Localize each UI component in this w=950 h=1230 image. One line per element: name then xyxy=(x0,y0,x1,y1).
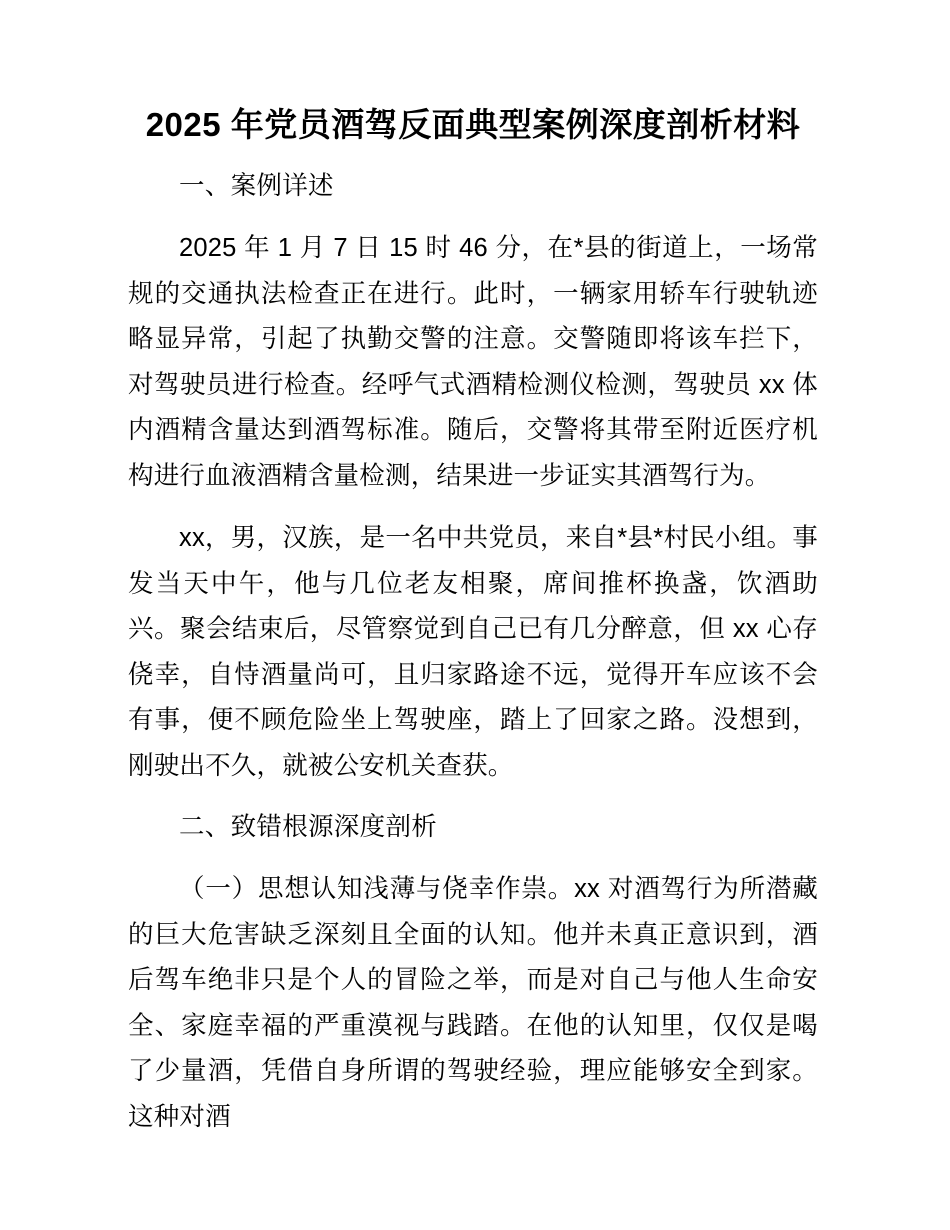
section-2-paragraph-1: （一）思想认知浅薄与侥幸作祟。xx 对酒驾行为所潜藏的巨大危害缺乏深刻且全面的认知。他并未真正意识到，酒后驾车绝非只是个人的冒险之举，而是对自己与他人生命安全、家庭幸福的严重漠视与践踏。在他的认知里，仅仅是喝了少量酒，凭借自身所谓的驾驶经验，理应能够安全到家。这种对酒 xyxy=(128,875,818,1131)
section-1-paragraph-1: 2025 年 1 月 7 日 15 时 46 分，在*县的街道上，一场常规的交通执法检查正在进行。此时，一辆家用轿车行驶轨迹略显异常，引起了执勤交警的注意。交警随即将该车拦下，对驾驶员进行检查。经呼气式酒精检测仪检测，驾驶员 xx 体内酒精含量达到酒驾标准。随后，交警将其带至附近医疗机构进行血液酒精含量检测，结果进一步证实其酒驾行为。 xyxy=(128,234,818,490)
page-content xyxy=(128,0,818,1140)
section-heading-2: 二、致错根源深度剖析 xyxy=(179,813,438,841)
page-title: 2025 年党员酒驾反面典型案例深度剖析材料 xyxy=(145,106,801,143)
section-1-paragraph-2: xx，男，汉族，是一名中共党员，来自*县*村民小组。事发当天中午，他与几位老友相聚，席间推杯换盏，饮酒助兴。聚会结束后，尽管察觉到自己已有几分醉意，但 xx 心存侥幸，自恃酒量尚可，且归家路途不远，觉得开车应该不会有事，便不顾危险坐上驾驶座，踏上了回家之路。没想到，刚驶出不久，就被公安机关查获。 xyxy=(128,524,818,780)
section-heading-1: 一、案例详述 xyxy=(179,172,334,200)
